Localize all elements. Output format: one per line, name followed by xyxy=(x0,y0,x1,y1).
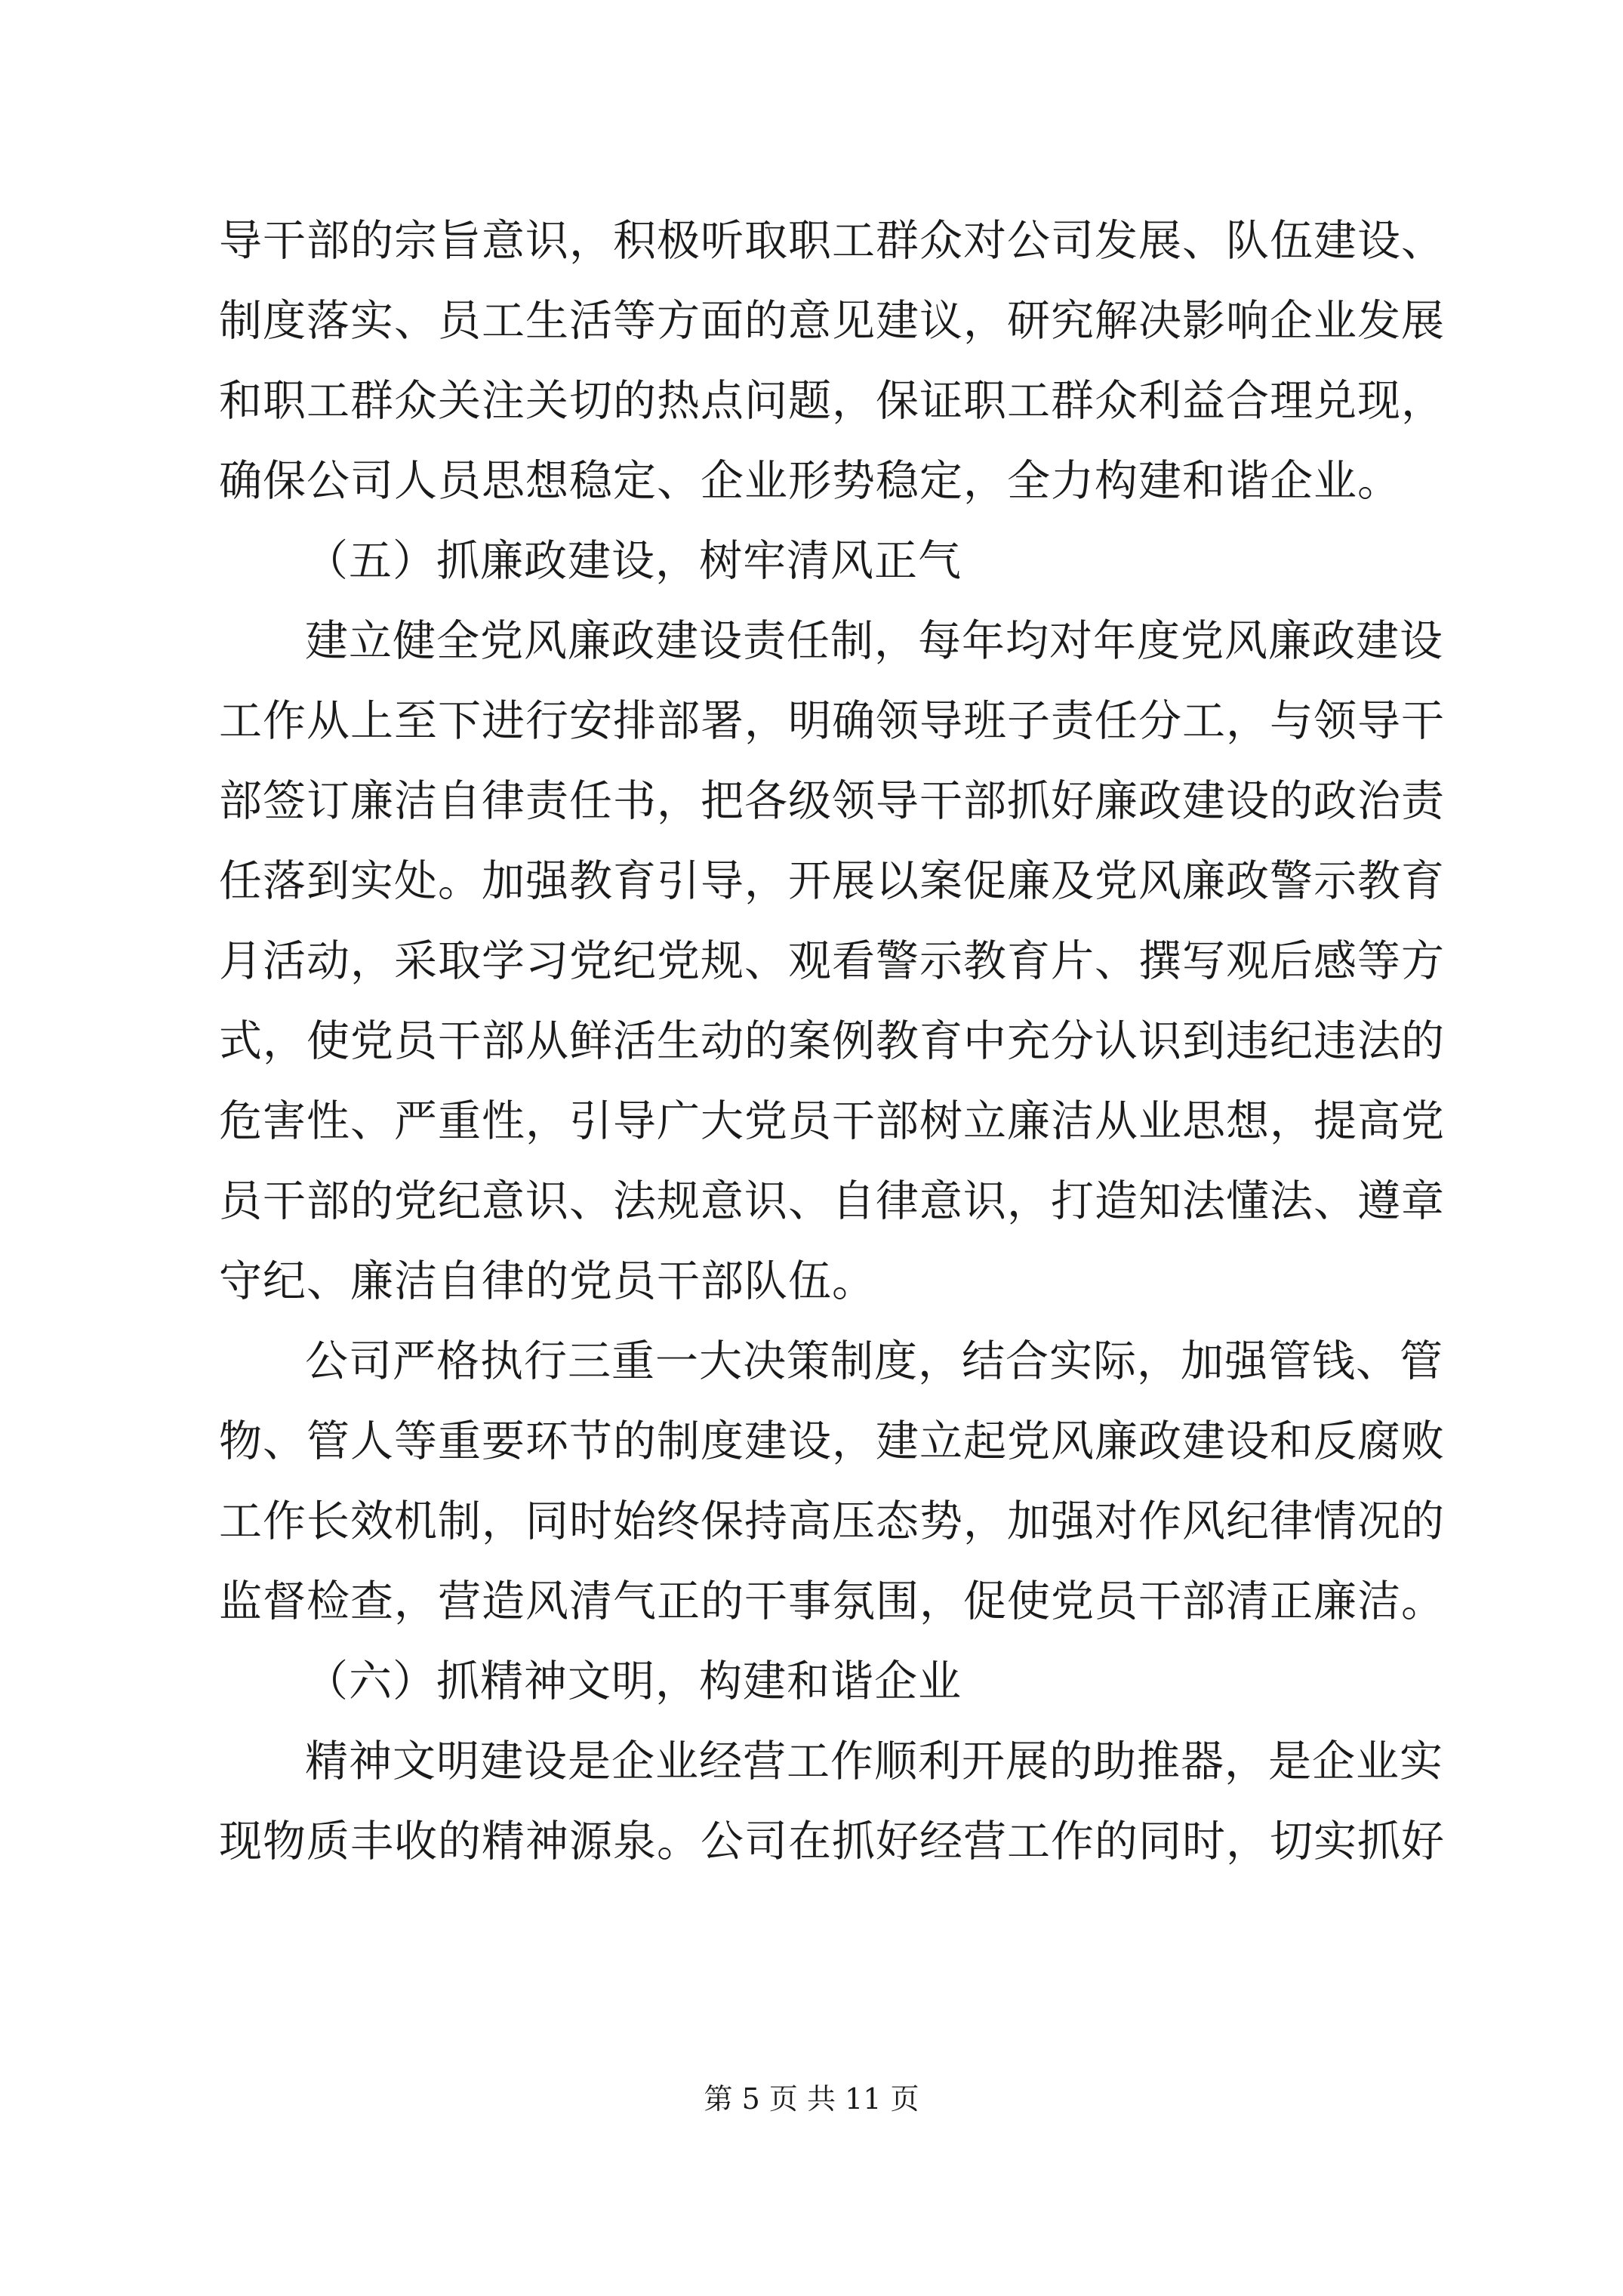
document-body xyxy=(219,201,1445,1881)
body-line: 任落到实处。加强教育引导，开展以案促廉及党风廉政警示教育 xyxy=(219,856,1445,906)
body-line: 月活动，采取学习党纪党规、观看警示教育片、撰写观后感等方 xyxy=(219,936,1445,986)
body-line: 守纪、廉洁自律的党员干部队伍。 xyxy=(219,1256,876,1306)
section-heading-6: （六）抓精神文明，构建和谐企业 xyxy=(305,1657,962,1706)
body-line: 式，使党员干部从鲜活生动的案例教育中充分认识到违纪违法的 xyxy=(219,1016,1445,1066)
body-line: 公司严格执行三重一大决策制度，结合实际，加强管钱、管 xyxy=(305,1336,1443,1386)
body-line: 物、管人等重要环节的制度建设，建立起党风廉政建设和反腐败 xyxy=(219,1416,1445,1466)
body-line: 导干部的宗旨意识，积极听取职工群众对公司发展、队伍建设、 xyxy=(219,216,1445,266)
body-line: 和职工群众关注关切的热点问题，保证职工群众利益合理兑现， xyxy=(219,376,1445,426)
body-line: 制度落实、员工生活等方面的意见建议，研究解决影响企业发展 xyxy=(219,296,1445,346)
body-line: 员干部的党纪意识、法规意识、自律意识，打造知法懂法、遵章 xyxy=(219,1176,1445,1226)
body-line: 工作从上至下进行安排部署，明确领导班子责任分工，与领导干 xyxy=(219,696,1445,746)
body-line: 现物质丰收的精神源泉。公司在抓好经营工作的同时，切实抓好 xyxy=(219,1817,1445,1866)
body-line: 部签订廉洁自律责任书，把各级领导干部抓好廉政建设的政治责 xyxy=(219,776,1445,826)
section-heading-5: （五）抓廉政建设，树牢清风正气 xyxy=(305,536,962,586)
page-number-footer: 第 5 页 共 11 页 xyxy=(704,2082,919,2116)
body-line: 确保公司人员思想稳定、企业形势稳定，全力构建和谐企业。 xyxy=(219,456,1401,506)
body-line: 精神文明建设是企业经营工作顺利开展的助推器，是企业实 xyxy=(305,1737,1443,1786)
body-line: 工作长效机制，同时始终保持高压态势，加强对作风纪律情况的 xyxy=(219,1496,1445,1546)
body-line: 危害性、严重性，引导广大党员干部树立廉洁从业思想，提高党 xyxy=(219,1096,1445,1146)
body-line: 建立健全党风廉政建设责任制，每年均对年度党风廉政建设 xyxy=(305,616,1443,666)
body-line: 监督检查，营造风清气正的干事氛围，促使党员干部清正廉洁。 xyxy=(219,1576,1445,1626)
